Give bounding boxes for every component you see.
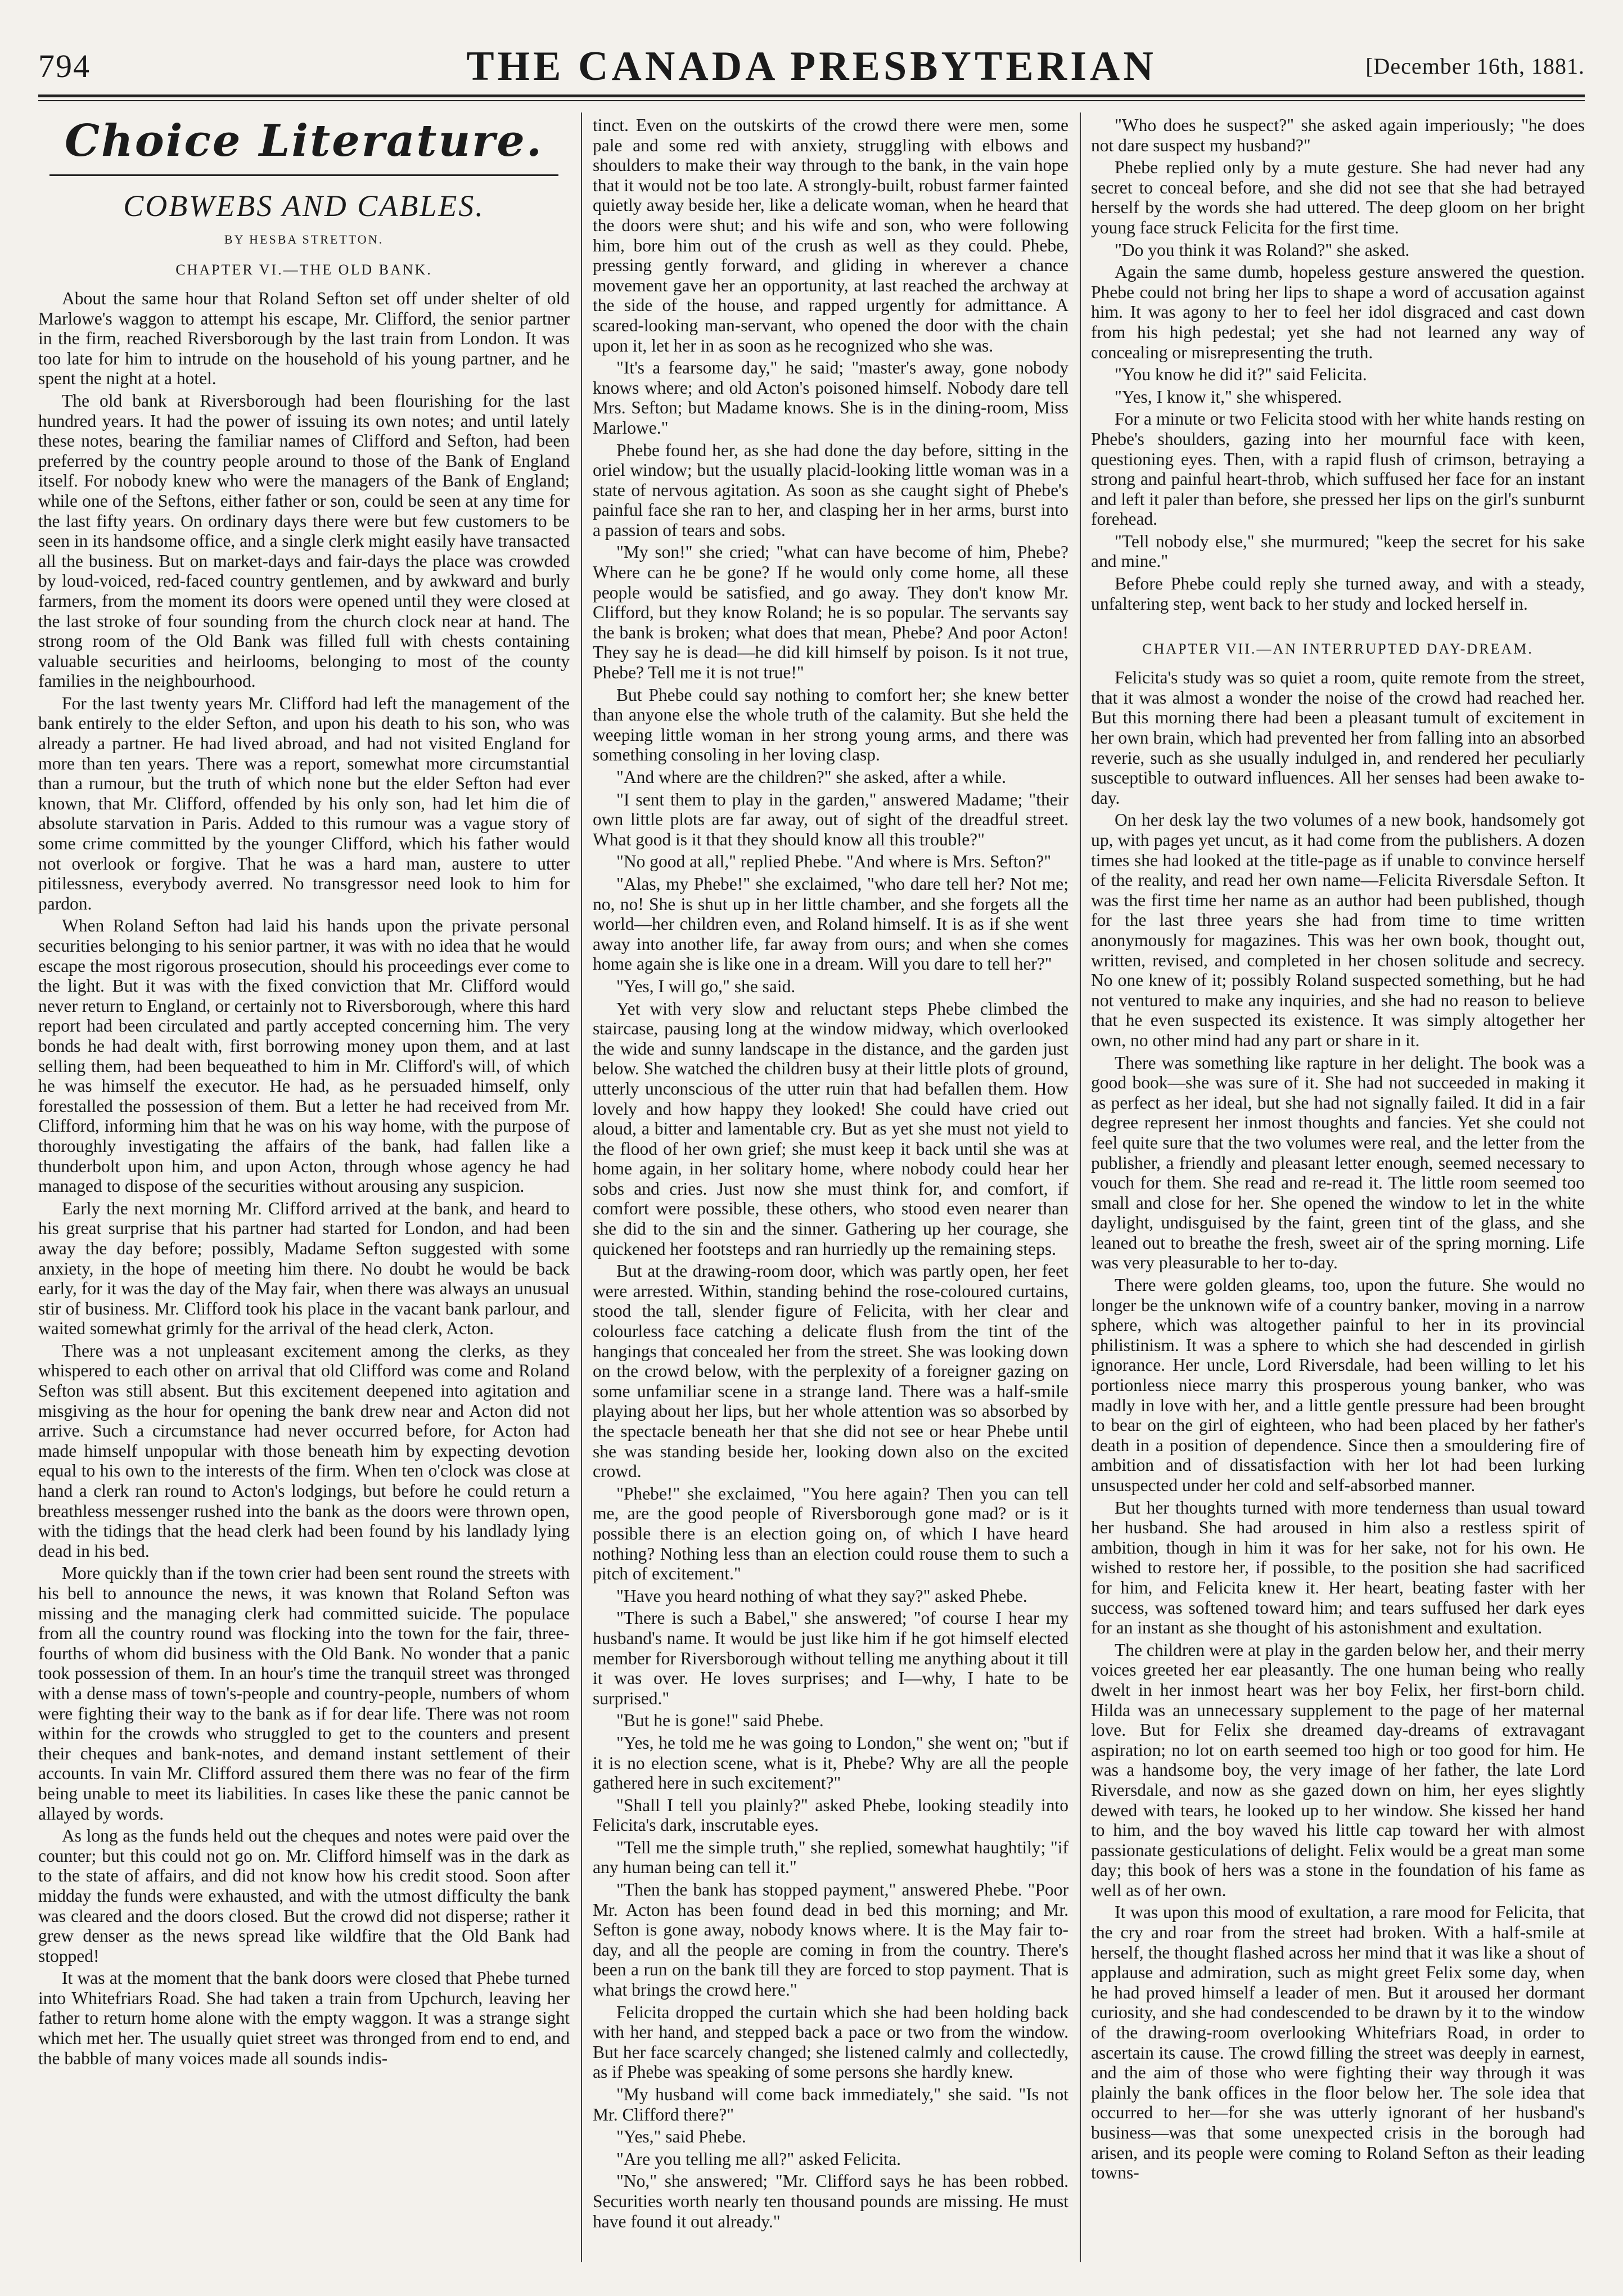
paragraph: "Do you think it was Roland?" she asked. (1115, 240, 1410, 260)
masthead-rule-thick (38, 94, 1585, 97)
issue-date: [December 16th, 1881. (1365, 53, 1585, 79)
paragraph: "Yes, I will go," she said. (616, 976, 796, 996)
paragraph: The old bank at Riversborough had been flourishing for the last hundred years. It had the power of issuing its own notes; and until lately these notes, bearing the familiar names of Clifford and Sefton, had been preferred by the country people around to those of the Bank of England itself. For nobody knew who were the managers of the Bank of England; while one of the Seftons, either father or son, could be seen at any time for the last fifty years. On ordinary days there were but few customers to be seen in its handsome office, and a single clerk might easily have transacted all the business. But on market-days and fair-days the place was crowded by loud-voiced, red-faced country gentlemen, and by awkward and burly farmers, from the moment its doors were opened until they were closed at the last stroke of four sounding from the church clock near at hand. The strong room of the Old Bank was filled full with chests containing valuable securities and heirlooms, belonging to most of the county families in the neighbourhood. (38, 390, 570, 691)
paragraph: "Tell me the simple truth," she replied, somewhat haughtily; "if any human being can tell it." (593, 1837, 1069, 1878)
paragraph: Felicita dropped the curtain which she had been holding back with her hand, and stepped back a pace or two from the window. But her face scarcely changed; she listened calmly and collectedly, as if Phebe was speaking of some persons she hardly knew. (593, 2002, 1069, 2082)
paragraph: There were golden gleams, too, upon the future. She would no longer be the unknown wife of a country banker, moving in a narrow sphere, which was altogether painful to her in its provincial philistinism. It was a sphere to which she had descended in girlish ignorance. Her uncle, Lord Riversdale, had been willing to let his portionless niece marry this prosperous young banker, who was madly in love with her, and a little gentle pressure had been brought to bear on the girl of eighteen, who had been placed by her father's death in a position of dependence. Since then a smouldering fire of ambition and of dissatisfaction with her lot had been lurking unsuspected under her cold and self-absorbed manner. (1091, 1275, 1585, 1495)
paragraph: "My son!" she cried; "what can have become of him, Phebe? Where can he be gone? If he would only come home, all these people would be satisfied, and go away. They don't know Mr. Clifford, but they know Roland; he is so popular. The servants say the bank is broken; what does that mean, Phebe? And poor Acton! They say he is dead—he did kill himself by poison. Is it not true, Phebe? Tell me it is not true!" (593, 542, 1069, 683)
paragraph: "Who does he suspect?" she asked again imperiously; "he does not dare suspect my husband?" (1091, 115, 1585, 155)
paragraph: Phebe found her, as she had done the day before, sitting in the oriel window; but the usually placid-looking little woman was in a state of nervous agitation. As soon as she caught sight of Phebe's painful face she ran to her, and clasping her in her arms, burst into a passion of tears and sobs. (593, 440, 1069, 540)
column-2 (593, 115, 1069, 2262)
paragraph: "Tell nobody else," she murmured; "keep the secret for his sake and mine." (1091, 531, 1585, 571)
paragraph: There was something like rapture in her delight. The book was a good book—she was sure of it. She had not succeeded in making it as perfect as her ideal, but she had not signally failed. It did in a fair degree represent her inmost thoughts and fancies. Yet she could not feel quite sure that the two volumes were real, and the letter from the publisher, a friendly and pleasant letter enough, seemed necessary to vouch for them. She read and re-read it. The little room seemed too small and close for her. She opened the window to let in the white daylight, undisguised by the faint, green tint of the glass, and she leaned out to breathe the fresh, sweet air of the spring morning. Life was very pleasurable to her to-day. (1091, 1052, 1585, 1273)
section-rule (49, 174, 558, 176)
paragraph: But her thoughts turned with more tenderness than usual toward her husband. She had aroused in him also a restless spirit of ambition, though in him it was for her sake, not for his own. He wished to restore her, if possible, to the position she had sacrificed for him, and Felicita knew it. Her heart, beating faster with her success, was softened toward him; and tears suffused her dark eyes for an instant as she thought of his astonishment and exultation. (1091, 1497, 1585, 1638)
paragraph: "There is such a Babel," she answered; "of course I hear my husband's name. It would be just like him if he got himself elected member for Riversborough without telling me anything about it till it was over. He loves surprises; and I—why, I hate to be surprised." (593, 1608, 1069, 1708)
paragraph: "You know he did it?" said Felicita. (1115, 364, 1367, 385)
column-1 (38, 115, 570, 2262)
paragraph: "Yes," said Phebe. (616, 2127, 746, 2147)
paragraph: "Yes, he told me he was going to London," she went on; "but if it is no election scene, what is it, Phebe? Why are all the people gathered here in such excitement?" (593, 1732, 1069, 1793)
paragraph: "Shall I tell you plainly?" asked Phebe, looking steadily into Felicita's dark, inscrutable eyes. (593, 1795, 1069, 1835)
paragraph: More quickly than if the town crier had been sent round the streets with his bell to announce the news, it was known that Roland Sefton was missing and the managing clerk had committed suicide. The populace from all the country round was flocking into the town for the fair, three-fourths of whom did business with the Old Bank. No wonder that a panic took possession of them. In an hour's time the tranquil street was thronged with a dense mass of town's-people and country-people, numbers of whom were fighting their way to the bank as if for dear life. There was not room within for the crowds who struggled to get to the counters and present their cheques and bank-notes, and demand instant settlement of their accounts. In vain Mr. Clifford assured them there was no fear of the firm being unable to meet its liabilities. In cases like these the panic cannot be allayed by words. (38, 1563, 570, 1824)
paragraph: tinct. Even on the outskirts of the crowd there were men, some pale and some red with anxiety, struggling with elbows and shoulders to make their way through to the bank, in the vain hope that it would not be too late. A strongly-built, robust farmer fainted quietly away beside her, like a delicate woman, when he heard that the doors were shut; and his wife and son, who were following him, bore him out of the crush as well as they could. Phebe, pressing gently forward, and gliding in wherever a chance movement gave her an opportunity, at last reached the archway at the side of the house, and rapped urgently for admittance. A scared-looking man-servant, who opened the door with the chain upon it, let her in as soon as he recognized who she was. (593, 115, 1069, 355)
paragraph: "But he is gone!" said Phebe. (616, 1710, 824, 1731)
chapter-heading: CHAPTER VI.—THE OLD BANK. (175, 262, 432, 278)
paragraph: "My husband will come back immediately," she said. "Is not Mr. Clifford there?" (593, 2085, 1069, 2124)
paragraph: "Have you heard nothing of what they say?" asked Phebe. (616, 1586, 1027, 1606)
column-3 (1091, 115, 1585, 2262)
paragraph: "Phebe!" she exclaimed, "You here again? Then you can tell me, are the good people of Riversborough gone mad? or is it possible there is an election going on, of which I have heard nothing? Nothing less than an election could rouse them to such a pitch of excitement." (593, 1483, 1069, 1584)
paragraph: It was at the moment that the bank doors were closed that Phebe turned into Whitefriars Road. She had taken a train from Upchurch, leaving her father to return home alone with the empty waggon. It was a strange sight which met her. The usually quiet street was thronged from end to end, and the babble of many voices made all sounds indis- (38, 1968, 570, 2068)
paragraph: For a minute or two Felicita stood with her white hands resting on Phebe's shoulders, gazing into her mournful face with keen, questioning eyes. Then, with a rapid flush of crimson, betraying a strong and painful heart-throb, which suffused her face for an instant and left it paler than before, she pressed her lips on the girl's sunburnt forehead. (1091, 409, 1585, 529)
masthead-rule-thin (38, 100, 1585, 101)
paragraph: As long as the funds held out the cheques and notes were paid over the counter; but this could not go on. Mr. Clifford himself was in the dark as to the state of affairs, and did not know how his credit stood. Soon after midday the funds were exhausted, and with the utmost difficulty the bank was cleared and the doors closed. But the crowd did not disperse; rather it grew denser as the news spread like wildfire that the Old Bank had stopped! (38, 1826, 570, 1966)
paragraph: "And where are the children?" she asked, after a while. (616, 767, 1007, 787)
paragraph: About the same hour that Roland Sefton set off under shelter of old Marlowe's waggon to attempt his escape, Mr. Clifford, the senior partner in the firm, reached Riversborough by the last train from London. It was too late for him to intrude on the household of his young partner, and he spent the night at a hotel. (38, 289, 570, 389)
paragraph: "Are you telling me all?" asked Felicita. (616, 2149, 901, 2169)
paragraph: There was a not unpleasant excitement among the clerks, as they whispered to each other on arrival that old Clifford was come and Roland Sefton was still absent. But this excitement deepened into agitation and misgiving as the hour for opening the bank drew near and Acton did not arrive. Such a circumstance had never occurred before, for Acton had made himself unpopular with those beneath him by expecting devotion equal to his own to the interests of the firm. When ten o'clock was close at hand a clerk ran round to Acton's lodgings, but before he could return a breathless messenger rushed into the bank as the doors were thrown open, with the tidings that the head clerk had been found by his landlady lying dead in his bed. (38, 1340, 570, 1561)
paragraph: "Yes, I know it," she whispered. (1115, 386, 1342, 407)
paragraph: Before Phebe could reply she turned away, and with a steady, unfaltering step, went back to her study and locked herself in. (1091, 574, 1585, 614)
paragraph: Phebe replied only by a mute gesture. She had never had any secret to conceal before, and she did not see that she had betrayed herself by the words she had uttered. The deep gloom on her bright young face struck Felicita for the first time. (1091, 157, 1585, 237)
paragraph: For the last twenty years Mr. Clifford had left the management of the bank entirely to the elder Sefton, and upon his death to his son, who was already a partner. He had lived abroad, and had not visited England for more than ten years. There was a report, somewhat more circumstantial than a rumour, but the truth of which none but the elder Sefton had ever known, that Mr. Clifford, offended by his only son, had let him die of absolute starvation in Paris. Added to this rumour was a vague story of some crime committed by the younger Clifford, which his father would not overlook or forgive. That he was a hard man, austere to utter pitilessness, everybody averred. No transgressor need look to him for pardon. (38, 693, 570, 913)
paragraph: Again the same dumb, hopeless gesture answered the question. Phebe could not bring her lips to shape a word of accusation against him. It was agony to her to feel her idol disgraced and cast down from his high pedestal; yet she had not learned any way of concealing or misrepresenting the truth. (1091, 262, 1585, 362)
paragraph: But at the drawing-room door, which was partly open, her feet were arrested. Within, standing behind the rose-coloured curtains, stood the tall, slender figure of Felicita, with her clear and colourless face catching a delicate flush from the tint of the hangings that concealed her from the street. She was looking down on the crowd below, with the perplexity of a foreigner gazing on some unfamiliar scene in a strange land. There was a half-smile playing about her lips, but her whole attention was so absorbed by the spectacle beneath her that she did not see or hear Phebe until she was standing beside her, looking down also on the excited crowd. (593, 1261, 1069, 1482)
masthead (38, 39, 1585, 90)
paragraph: It was upon this mood of exultation, a rare mood for Felicita, that the cry and roar from the street had broken. With a half-smile at herself, the thought flashed across her mind that it was like a shout of applause and admiration, such as might greet Felix some day, when he had proved himself a leader of men. But it aroused her dormant curiosity, and she had condescended to be drawn by it to the window of the drawing-room overlooking Whitefriars Road, in order to ascertain its cause. The crowd filling the street was deeply in earnest, and the aim of those who were fighting their way through it was plainly the bank offices in the floor below her. The sole idea that occurred to her—for she was utterly ignorant of her husband's business—was that some unexpected crisis in the borough had arisen, and its people were coming to Roland Sefton as their leading towns- (1091, 1902, 1585, 2183)
paragraph: "I sent them to play in the garden," answered Madame; "their own little plots are far away, out of sight of the dreadful street. What good is it that they should know all this trouble?" (593, 789, 1069, 849)
paragraph: When Roland Sefton had laid his hands upon the private personal securities belonging to his senior partner, it was with no idea that he would escape the most rigorous prosecution, should his proceedings ever come to the light. But it was with the fixed conviction that Mr. Clifford would never return to England, or certainly not to Riversborough, where this hard report had been circulated and partly accepted concerning him. The very bonds he had dealt with, first borrowing money upon them, and at last selling them, had been bequeathed to him in Mr. Clifford's will, of which he was himself the executor. He had, as he persuaded himself, only forestalled the possession of them. But a letter he had received from Mr. Clifford, informing him that he was on his way home, with the purpose of thoroughly investigating the affairs of the bank, had fallen like a thunderbolt upon him, and upon Acton, through whose agency he had managed to dispose of the securities without arousing any suspicion. (38, 916, 570, 1196)
column-divider (1080, 112, 1081, 2262)
paragraph: "No," she answered; "Mr. Clifford says he has been robbed. Securities worth nearly ten thousand pounds are missing. He must have found it out already." (593, 2171, 1069, 2231)
paragraph: Yet with very slow and reluctant steps Phebe climbed the staircase, pausing long at the window midway, which overlooked the wide and sunny landscape in the distance, and the garden just below. She watched the children busy at their little plots of ground, utterly unconscious of the utter ruin that had befallen them. How lovely and how happy they looked! She could have cried out aloud, a bitter and lamentable cry. But as yet she must not yield to the flood of her own grief; she must keep it back until she was at home again, in her solitary home, where nobody could hear her sobs and cries. Just now she must think for, and comfort, if comfort were possible, these others, who stood even nearer than she did to the sin and the sinner. Gathering up her courage, she quickened her footsteps and ran hurriedly up the remaining steps. (593, 998, 1069, 1259)
paragraph: The children were at play in the garden below her, and their merry voices greeted her ear pleasantly. The one human being who really dwelt in her inmost heart was her boy Felix, her first-born child. Hilda was an unnecessary supplement to the page of her maternal love. But for Felix she dreamed day-dreams of extravagant aspiration; no lot on earth seemed too high or too good for him. He was a handsome boy, the very image of her father, the late Lord Riversdale, and now as she gazed down on him, her eyes slightly dewed with tears, he looked up to her window. She kissed her hand to him, and the boy waved his little cap toward her with almost passionate gesticulations of delight. Felix would be a great man some day; this book of hers was a stone in the foundation of his fame as well as of her own. (1091, 1640, 1585, 1900)
newspaper-title: THE CANADA PRESBYTERIAN (466, 43, 1157, 89)
paragraph: "Alas, my Phebe!" she exclaimed, "who dare tell her? Not me; no, no! She is shut up in her little chamber, and she forgets all the world—her children even, and Roland himself. It is as if she went away into another life, far away from ours; and when she comes home again she is like one in a dream. Will you dare to tell her?" (593, 874, 1069, 974)
byline: BY HESBA STRETTON. (224, 232, 384, 246)
paragraph: But Phebe could say nothing to comfort her; she knew better than anyone else the whole truth of the calamity. But she held the weeping little woman in her strong young arms, and there was something consoling in her loving clasp. (593, 685, 1069, 765)
story-title: COBWEBS AND CABLES. (123, 189, 485, 223)
paragraph: Felicita's study was so quiet a room, quite remote from the street, that it was almost a wonder the noise of the crowd had reached her. But this morning there had been a pleasant tumult of excitement in her own brain, which had prevented her from falling into an absorbed reverie, such as she usually indulged in, and rendered her peculiarly susceptible to outward influences. All her senses had been awake to-day. (1091, 668, 1585, 808)
page-number: 794 (38, 48, 91, 84)
paragraph: "Then the bank has stopped payment," answered Phebe. "Poor Mr. Acton has been found dead in bed this morning; and Mr. Sefton is gone away, nobody knows where. It is the May fair to-day, and all the people are coming in from the country. There's been a run on the bank till they are forced to stop payment. That is what brings the crowd here." (593, 1880, 1069, 2000)
section-heading: Choice Literature. (64, 115, 544, 166)
chapter-heading: CHAPTER VII.—AN INTERRUPTED DAY-DREAM. (1142, 641, 1534, 658)
paragraph: "It's a fearsome day," he said; "master's away, gone nobody knows where; and old Acton's poisoned himself. Nobody dare tell Mrs. Sefton; but Madame knows. She is in the dining-room, Miss Marlowe." (593, 358, 1069, 438)
column-divider (581, 112, 582, 2262)
paragraph: "No good at all," replied Phebe. "And where is Mrs. Sefton?" (616, 852, 1052, 872)
paragraph: On her desk lay the two volumes of a new book, handsomely got up, with pages yet uncut, as it had come from the publishers. A dozen times she had looked at the title-page as if unable to convince herself of the reality, and read her own name—Felicita Riversdale Sefton. It was the first time her name as an author had been published, though for the last three years she had from time to time written anonymously for magazines. This was her own book, thought out, written, revised, and completed in her chosen solitude and secrecy. No one knew of it; possibly Roland suspected something, but he had not ventured to make any inquiries, and she had no reason to believe that he even suspected its existence. It was simply altogether her own, no other mind had any part or share in it. (1091, 810, 1585, 1050)
paragraph: Early the next morning Mr. Clifford arrived at the bank, and heard to his great surprise that his partner had started for London, and had been away the day before; possibly, Madame Sefton suggested with some anxiety, in the hope of meeting him there. No doubt he would be back early, for it was the day of the May fair, when there was always an unusual stir of business. Mr. Clifford took his place in the vacant bank parlour, and waited somewhat grimly for the arrival of the head clerk, Acton. (38, 1198, 570, 1339)
